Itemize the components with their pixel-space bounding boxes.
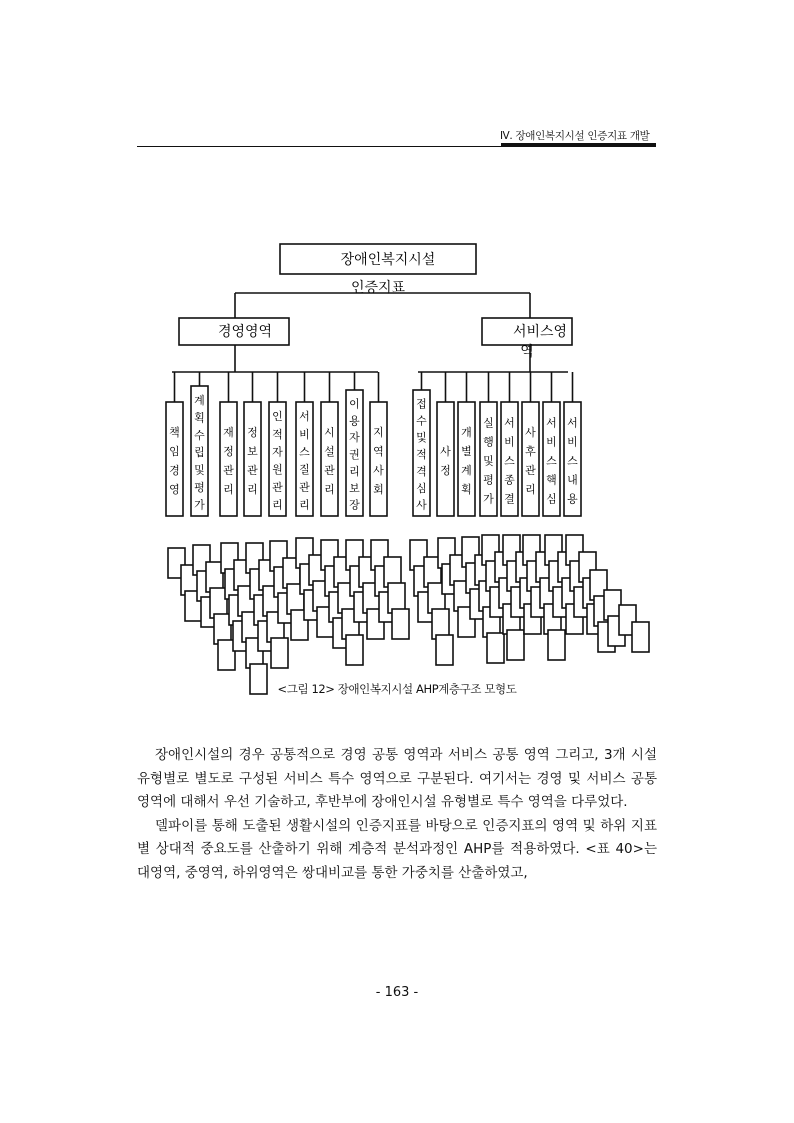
service-item-box — [458, 402, 475, 516]
sub-indicator-box — [632, 622, 649, 652]
service-item-char: 개 — [461, 426, 472, 440]
service-item-char: 사 — [416, 498, 427, 512]
service-item-char: 스 — [504, 454, 515, 468]
service-item-char: 용 — [567, 492, 578, 506]
management-item-char: 보 — [349, 481, 360, 495]
service-item-char: 핵 — [546, 473, 557, 487]
service-item-char: 서 — [546, 416, 557, 430]
sub-indicator-box — [487, 633, 504, 663]
body-text — [137, 744, 657, 886]
management-item-char: 관 — [247, 464, 258, 478]
management-branch-label: 경영영역 — [217, 324, 273, 340]
management-item-char: 스 — [299, 445, 310, 459]
service-item-char: 및 — [483, 454, 494, 468]
management-item-char: 지 — [373, 426, 384, 440]
management-item-char: 관 — [272, 480, 283, 494]
service-item-char: 비 — [546, 435, 557, 449]
management-item-char: 원 — [272, 463, 283, 477]
management-item-char: 립 — [194, 446, 205, 460]
management-item-char: 가 — [194, 498, 205, 512]
service-branch-label: 서비스영 — [512, 324, 568, 340]
figure-caption: <그림 12> 장애인복지시설 AHP계층구조 모형도 — [277, 682, 517, 696]
service-item-char: 서 — [504, 416, 515, 430]
service-item-char: 사 — [525, 426, 536, 440]
service-item-char: 사 — [440, 445, 451, 459]
page-number: - 163 - — [375, 985, 419, 1000]
management-item-char: 평 — [194, 481, 205, 495]
root-label-line2: 인증지표 — [350, 280, 406, 296]
running-header: Ⅳ. 장애인복지시설 인증지표 개발 — [500, 130, 650, 142]
service-item-char: 비 — [504, 435, 515, 449]
management-item-char: 리 — [299, 498, 310, 512]
service-item-char: 가 — [483, 492, 494, 506]
management-item-char: 서 — [299, 410, 310, 424]
service-item-char: 계 — [461, 464, 472, 478]
service-item-char: 심 — [416, 481, 427, 495]
management-item-char: 책 — [169, 426, 180, 440]
management-item-char: 보 — [247, 445, 258, 459]
management-item-char: 리 — [247, 483, 258, 497]
service-item-char: 리 — [525, 483, 536, 497]
sub-indicator-box — [507, 630, 524, 660]
management-item-char: 리 — [324, 483, 335, 497]
service-item-char: 격 — [416, 464, 427, 478]
service-item-char: 평 — [483, 473, 494, 487]
management-item-char: 계 — [194, 393, 205, 407]
management-item-char: 비 — [299, 427, 310, 441]
management-item-char: 이 — [349, 397, 360, 411]
paragraph-1: 장애인시설의 경우 공통적으로 경영 공통 영역과 서비스 공통 영역 그리고, 3개 시설 유형별로 별도로 구성된 서비스 특수 영역으로 구분된다. 여기서는 경영 및 서비스 공통 영역에 대해서 우선 기술하고, 후반부에 장애인시설 유형별로 특수 영역을 다루었다. — [137, 747, 657, 811]
management-item-char: 관 — [299, 480, 310, 494]
management-item-char: 획 — [194, 411, 205, 425]
service-item-char: 수 — [416, 414, 427, 428]
management-item-char: 자 — [272, 445, 283, 459]
management-item-char: 정 — [223, 445, 234, 459]
service-item-char: 내 — [567, 473, 578, 487]
service-item-char: 정 — [440, 464, 451, 478]
service-item-char: 관 — [525, 464, 536, 478]
management-item-char: 영 — [169, 483, 180, 497]
service-item-char: 행 — [483, 435, 494, 449]
management-item-char: 리 — [223, 483, 234, 497]
management-item-char: 용 — [349, 414, 360, 428]
service-item-box — [437, 402, 454, 516]
management-item-char: 및 — [194, 463, 205, 477]
management-item-char: 수 — [194, 428, 205, 442]
management-item-char: 적 — [272, 427, 283, 441]
service-item-char: 및 — [416, 431, 427, 445]
management-item-char: 관 — [223, 464, 234, 478]
management-item-char: 경 — [169, 464, 180, 478]
management-item-box — [321, 402, 338, 516]
service-item-char: 종 — [504, 473, 515, 487]
management-item-box — [166, 402, 183, 516]
management-item-char: 회 — [373, 483, 384, 497]
sub-indicator-box — [548, 630, 565, 660]
paragraph-2: 델파이를 통해 도출된 생활시설의 인증지표를 바탕으로 인증지표의 영역 및 하위 지표별 상대적 중요도를 산출하기 위해 계층적 분석과정인 AHP를 적용하였다. <표 40>는 대영역, 중영역, 하위영역은 쌍대비교를 통한 가중치를 산출하였고, — [137, 817, 657, 881]
service-item-char: 스 — [546, 454, 557, 468]
service-item-char: 비 — [567, 435, 578, 449]
service-item-box — [522, 402, 539, 516]
management-item-char: 역 — [373, 445, 384, 459]
service-item-char: 후 — [525, 445, 536, 459]
service-item-char: 적 — [416, 448, 427, 462]
management-item-char: 질 — [299, 463, 310, 477]
management-item-char: 시 — [324, 426, 335, 440]
management-item-char: 자 — [349, 431, 360, 445]
service-item-char: 심 — [546, 492, 557, 506]
root-label-line1: 장애인복지시설 — [340, 252, 436, 268]
service-item-char: 획 — [461, 483, 472, 497]
service-item-char: 별 — [461, 445, 472, 459]
management-item-box — [244, 402, 261, 516]
sub-indicator-box — [271, 638, 288, 668]
management-item-char: 사 — [373, 464, 384, 478]
management-item-char: 장 — [349, 498, 360, 512]
management-item-box — [220, 402, 237, 516]
service-item-char: 서 — [567, 416, 578, 430]
service-item-char: 실 — [483, 416, 494, 430]
management-item-box — [370, 402, 387, 516]
management-item-char: 리 — [349, 464, 360, 478]
management-item-char: 임 — [169, 445, 180, 459]
service-branch-label-wrap: 역 — [520, 344, 534, 360]
service-item-char: 스 — [567, 454, 578, 468]
sub-indicator-box — [436, 635, 453, 665]
management-item-char: 관 — [324, 464, 335, 478]
management-item-char: 리 — [272, 498, 283, 512]
sub-indicator-box — [346, 635, 363, 665]
sub-indicator-box — [392, 609, 409, 639]
management-item-char: 정 — [247, 426, 258, 440]
service-item-char: 접 — [416, 397, 427, 411]
management-item-char: 설 — [324, 445, 335, 459]
management-item-char: 인 — [272, 410, 283, 424]
management-item-char: 재 — [223, 426, 234, 440]
management-item-char: 권 — [349, 448, 360, 462]
service-item-char: 결 — [504, 492, 515, 506]
